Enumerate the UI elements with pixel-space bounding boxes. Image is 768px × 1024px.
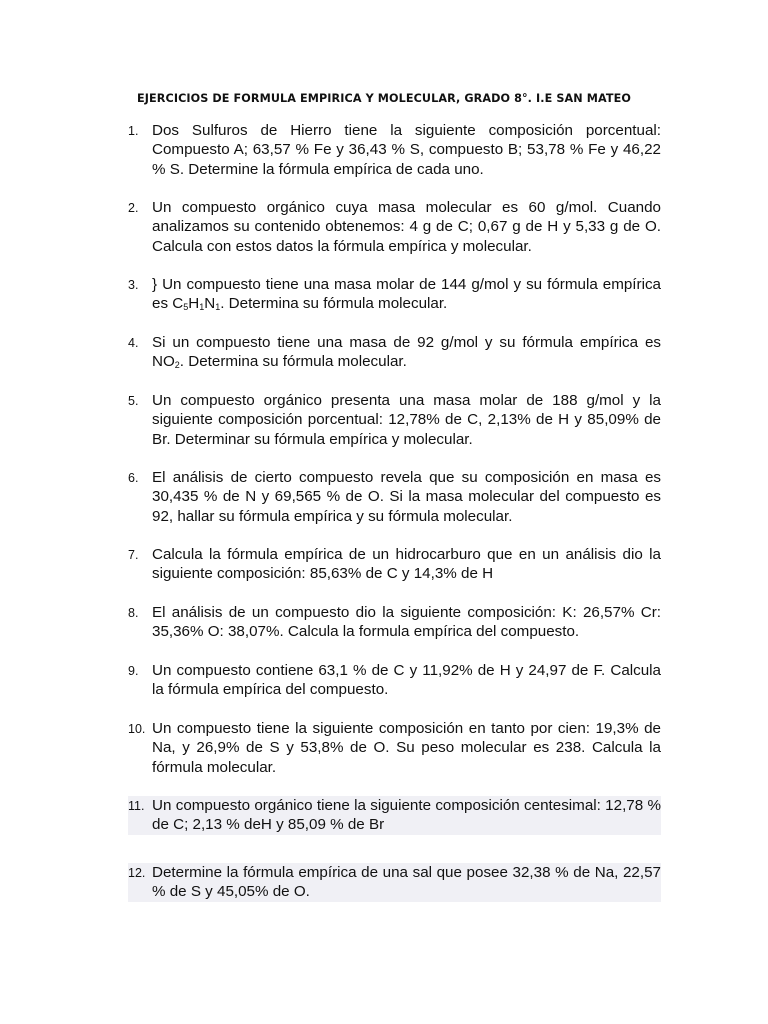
exercise-text: Dos Sulfuros de Hierro tiene la siguiente composición porcentual: Compuesto A; 63,57 % Fe y 36,43 % S, compuesto B; 53,78 % Fe y 46,22 % S. Determine la fórmula empírica de cada uno. xyxy=(152,122,661,178)
exercise-text: El análisis de un compuesto dio la siguiente composición: K: 26,57% Cr: 35,36% O: 38,07%. Calcula la formula empírica del compuesto. xyxy=(152,604,661,641)
exercise-4 xyxy=(128,333,661,372)
exercise-text xyxy=(152,333,661,372)
exercise-number: 5. xyxy=(128,394,139,408)
exercise-text: Calcula la fórmula empírica de un hidrocarburo que en un análisis dio la siguiente composición: 85,63% de C y 14,3% de H xyxy=(152,546,661,583)
formula-symbol: H xyxy=(188,295,200,313)
exercise-number: 7. xyxy=(128,548,139,562)
exercise-text: Un compuesto orgánico cuya masa molecular es 60 g/mol. Cuando analizamos su contenido obtenemos: 4 g de C; 0,67 g de H y 5,33 g de O. Calcula con estos datos la fórmula empírica y molecular. xyxy=(152,199,661,255)
exercise-number: 4. xyxy=(128,336,139,350)
subscript: 1 xyxy=(199,302,205,313)
exercise-text xyxy=(152,275,661,314)
exercise-text: Un compuesto orgánico presenta una masa molar de 188 g/mol y la siguiente composición porcentual: 12,78% de C, 2,13% de H y 85,09% de Br. Determinar su fórmula empírica y molecular. xyxy=(152,392,661,448)
exercise-number: 2. xyxy=(128,201,139,215)
exercise-3 xyxy=(128,275,661,314)
exercise-number: 8. xyxy=(128,606,139,620)
exercise-number: 6. xyxy=(128,471,139,485)
exercise-number: 12. xyxy=(128,866,146,880)
exercise-2 xyxy=(128,198,661,256)
document-title: EJERCICIOS DE FORMULA EMPIRICA Y MOLECULAR, GRADO 8°. I.E SAN MATEO xyxy=(137,92,631,105)
exercise-10 xyxy=(128,719,661,777)
exercise-1 xyxy=(128,121,661,179)
exercise-9 xyxy=(128,661,661,700)
exercise-text: El análisis de cierto compuesto revela que su composición en masa es 30,435 % de N y 69,565 % de O. Si la masa molecular del compuesto es 92, hallar su fórmula empírica y su fórmula molecular. xyxy=(152,469,661,525)
exercise-11 xyxy=(128,796,661,835)
exercise-number: 9. xyxy=(128,664,139,678)
exercise-6 xyxy=(128,468,661,526)
exercise-text-part: . Determina su fórmula molecular. xyxy=(220,295,448,313)
exercise-5 xyxy=(128,391,661,449)
exercise-number: 10. xyxy=(128,722,146,736)
subscript: 5 xyxy=(183,302,189,313)
subscript: 1 xyxy=(215,302,221,313)
exercise-text-part: } Un compuesto tiene una masa molar de 144 g/mol y su fórmula empírica es C xyxy=(152,276,661,313)
subscript: 2 xyxy=(174,360,180,371)
exercise-12 xyxy=(128,863,661,902)
exercise-text: Un compuesto orgánico tiene la siguiente composición centesimal: 12,78 % de C; 2,13 % deH y 85,09 % de Br xyxy=(152,797,661,834)
exercise-7 xyxy=(128,545,661,584)
exercise-text: Un compuesto contiene 63,1 % de C y 11,92% de H y 24,97 de F. Calcula la fórmula empírica del compuesto. xyxy=(152,662,661,699)
exercise-number: 1. xyxy=(128,124,139,138)
exercise-number: 3. xyxy=(128,278,139,292)
exercise-8 xyxy=(128,603,661,642)
exercise-text-part: . Determina su fórmula molecular. xyxy=(179,353,407,371)
exercise-text: Un compuesto tiene la siguiente composición en tanto por cien: 19,3% de Na, y 26,9% de S y 53,8% de O. Su peso molecular es 238. Calcula la fórmula molecular. xyxy=(152,720,661,776)
formula-symbol: N xyxy=(204,295,216,313)
exercise-text-part: Si un compuesto tiene una masa de 92 g/mol y su fórmula empírica es NO xyxy=(152,334,661,371)
exercise-text: Determine la fórmula empírica de una sal que posee 32,38 % de Na, 22,57 % de S y 45,05% de O. xyxy=(152,864,661,901)
exercise-number: 11. xyxy=(128,799,145,813)
